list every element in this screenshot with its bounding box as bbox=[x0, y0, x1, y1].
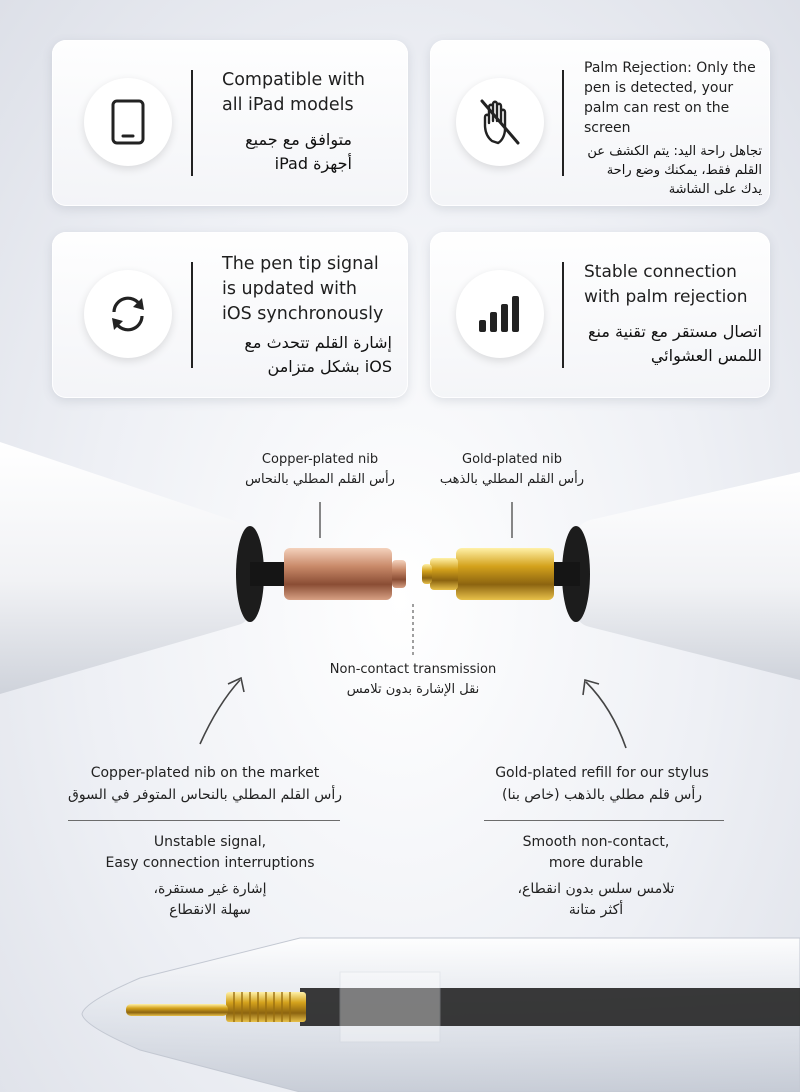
gold-nib-label bbox=[412, 450, 612, 490]
market-nib-desc-ar2: سهلة الانقطاع bbox=[169, 902, 251, 918]
right-divider-line bbox=[484, 820, 724, 821]
our-refill-title-en: Gold-plated refill for our stylus bbox=[495, 765, 709, 781]
transmission-label bbox=[300, 660, 526, 700]
copper-nib-label bbox=[220, 450, 420, 490]
card-text-en: Stable connection with palm rejection bbox=[584, 262, 748, 307]
card-divider bbox=[562, 70, 564, 176]
market-nib-title-en: Copper-plated nib on the market bbox=[90, 765, 320, 781]
market-nib-desc-en1: Unstable signal, bbox=[153, 834, 267, 850]
card-text-en: Palm Rejection: Only the pen is detected, your palm can rest on the screen bbox=[584, 60, 756, 136]
our-refill-title bbox=[472, 762, 732, 806]
our-refill-desc-en2: more durable bbox=[548, 855, 644, 871]
signal-bars-icon bbox=[456, 270, 544, 358]
market-nib-desc-en2: Easy connection interruptions bbox=[105, 855, 315, 871]
our-refill-desc-ar2: أكثر متانة bbox=[568, 902, 624, 918]
feature-card-palm-rejection bbox=[430, 40, 770, 206]
copper-nib-label-ar: رأس القلم المطلي بالنحاس bbox=[245, 472, 395, 487]
card-text-en: Compatible with all iPad models bbox=[222, 70, 365, 115]
left-divider-line bbox=[68, 820, 340, 821]
right-pen-body bbox=[550, 472, 800, 680]
card-text-ar: متوافق مع جميع أجهزة iPad bbox=[245, 130, 352, 173]
card-text-ar: تجاهل راحة اليد: يتم الكشف عن القلم فقط، يمكنك وضع راحة يدك على الشاشة bbox=[587, 144, 762, 197]
transmission-label-en: Non-contact transmission bbox=[329, 662, 497, 677]
transparent-pen bbox=[82, 938, 800, 1092]
our-refill-desc-ar1: تلامس سلس بدون انقطاع، bbox=[517, 881, 675, 897]
our-refill-description bbox=[480, 832, 712, 921]
feature-card-compatible bbox=[52, 40, 408, 206]
card-divider bbox=[562, 262, 564, 368]
our-refill-desc-en1: Smooth non-contact, bbox=[522, 834, 670, 850]
market-nib-desc-ar1: إشارة غير مستقرة، bbox=[153, 881, 267, 897]
gold-nib-label-ar: رأس القلم المطلي بالذهب bbox=[439, 472, 585, 487]
market-nib-title bbox=[60, 762, 350, 806]
copper-nib-label-en: Copper-plated nib bbox=[261, 452, 379, 467]
transmission-label-ar: نقل الإشارة بدون تلامس bbox=[346, 682, 480, 697]
our-refill-title-ar: رأس قلم مطلي بالذهب (خاص بنا) bbox=[502, 787, 702, 803]
card-divider bbox=[191, 262, 193, 368]
gold-nib bbox=[422, 548, 554, 600]
tablet-icon bbox=[84, 78, 172, 166]
card-text-ar: اتصال مستقر مع تقنية منع اللمس العشوائي bbox=[588, 322, 762, 365]
market-nib-title-ar: رأس القلم المطلي بالنحاس المتوفر في السوق bbox=[68, 787, 342, 803]
copper-nib bbox=[284, 548, 406, 600]
no-hand-icon bbox=[456, 78, 544, 166]
feature-card-stable-connection bbox=[430, 232, 770, 398]
card-divider bbox=[191, 70, 193, 176]
card-text-en: The pen tip signal is updated with iOS synchronously bbox=[222, 254, 384, 324]
feature-card-sync bbox=[52, 232, 408, 398]
market-nib-description bbox=[80, 832, 340, 921]
card-text-ar: إشارة القلم تتحدث مع iOS بشكل متزامن bbox=[244, 333, 392, 376]
sync-icon bbox=[84, 270, 172, 358]
gold-nib-label-en: Gold-plated nib bbox=[462, 452, 562, 467]
